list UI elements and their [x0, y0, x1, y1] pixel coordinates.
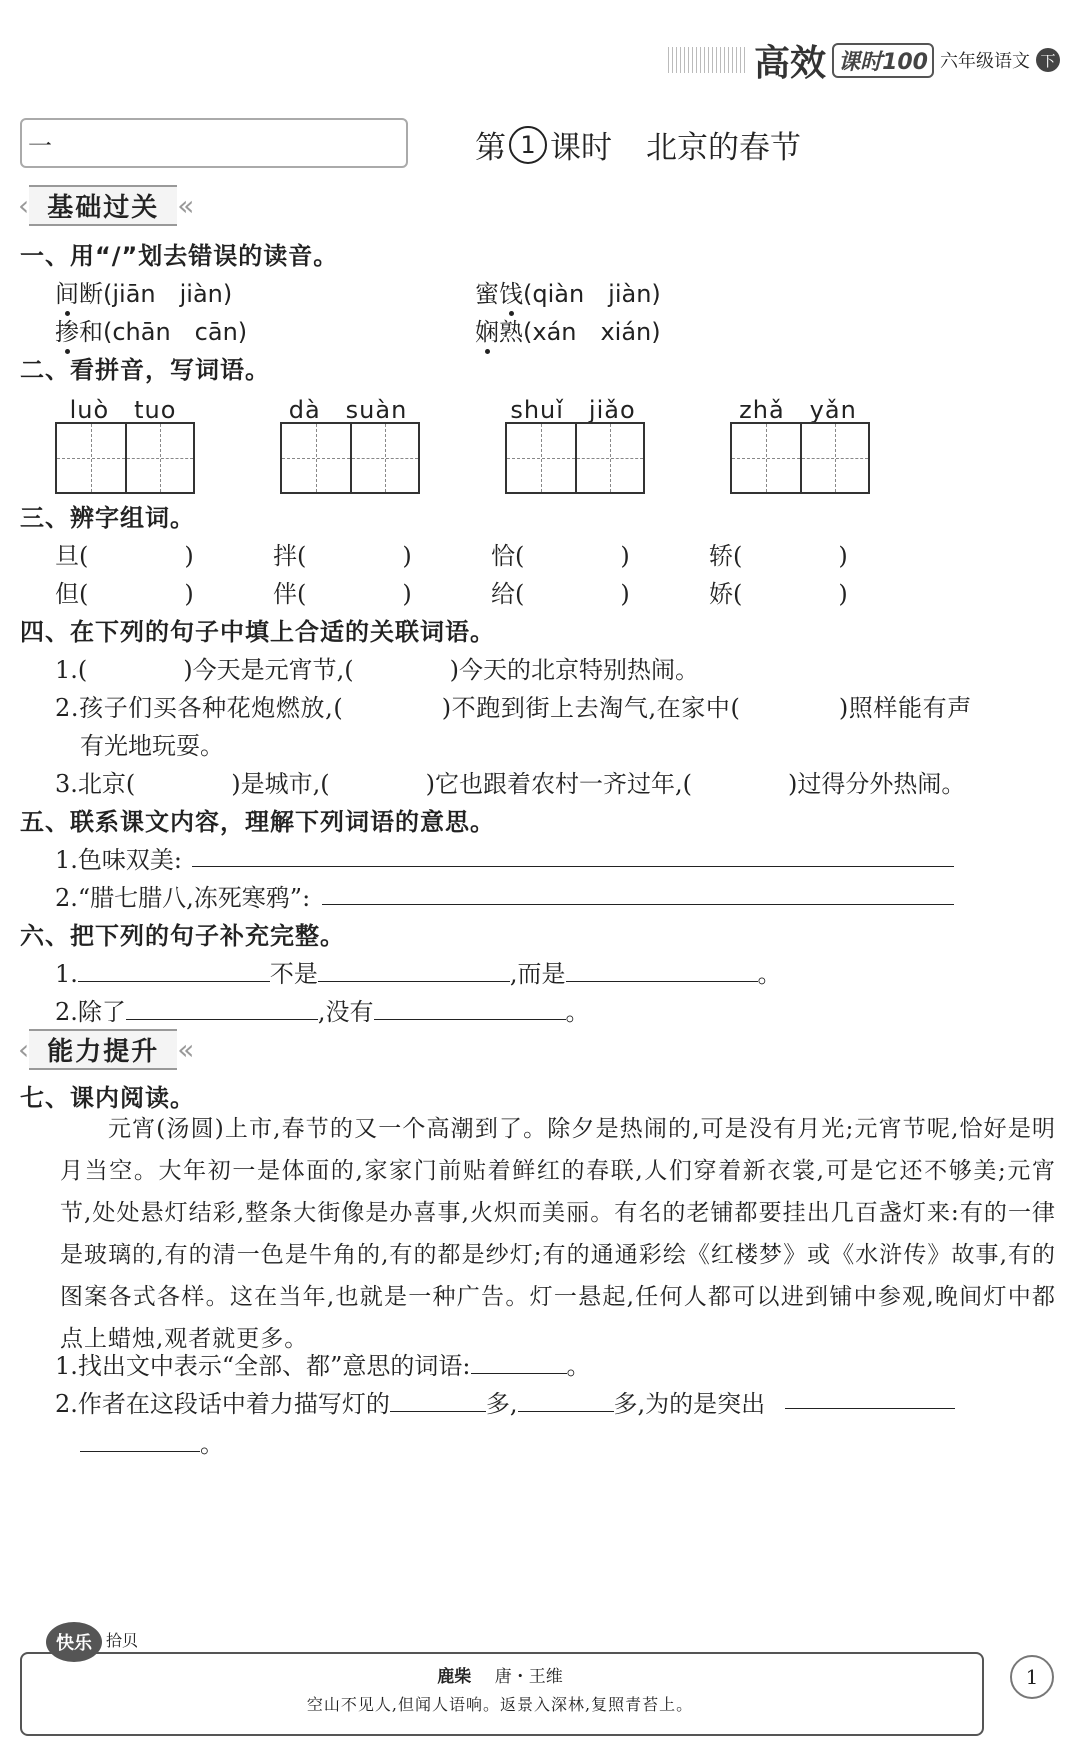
q6-title: 六、把下列的句子补充完整。: [20, 922, 345, 950]
pinyin-label: zhǎ yǎn: [739, 396, 857, 424]
blank[interactable]: [80, 1429, 200, 1452]
poem-text: 空山不见人,但闻人语响。返景入深林,复照青苔上。: [306, 1695, 694, 1714]
q4-line-3[interactable]: 3.北京( )是城市,( )它也跟着农村一齐过年,( )过得分外热闹。: [55, 770, 966, 798]
lesson-name: 北京的春节: [646, 130, 801, 166]
double-chevron-icon: «: [177, 1032, 195, 1066]
q5-line-1: 1.色味双美:: [55, 846, 182, 874]
q5-title: 五、联系课文内容，理解下列词语的意思。: [20, 808, 495, 836]
q1-item: 间断(jiān jiàn): [55, 280, 233, 308]
unit-label: 一: [28, 132, 52, 160]
volume-badge: 下: [1036, 48, 1060, 72]
q3-item[interactable]: 轿( ): [709, 542, 848, 570]
answer-line[interactable]: [785, 1408, 955, 1409]
writing-grid[interactable]: [55, 422, 195, 494]
q3-item[interactable]: 娇( ): [709, 580, 848, 608]
poem-author: 唐・王维: [494, 1667, 563, 1687]
q4-line-2[interactable]: 2.孩子们买各种花炮燃放,( )不跑到街上去淘气,在家中( )照样能有声: [55, 694, 972, 722]
blank[interactable]: [78, 959, 270, 982]
lesson-title: [475, 122, 801, 167]
q3-item[interactable]: 恰( ): [491, 542, 630, 570]
double-chevron-icon: «: [177, 188, 195, 222]
q3-title: 三、辨字组词。: [20, 504, 195, 532]
q5-line-2: 2.“腊七腊八,冻死寒鸦”:: [55, 884, 311, 912]
grade-label: 六年级语文: [940, 51, 1030, 72]
banner-basic-label: 基础过关: [29, 185, 177, 226]
banner-basic: [18, 186, 194, 224]
happy-badge: 快乐: [46, 1622, 102, 1662]
pinyin-label: shuǐ jiǎo: [510, 396, 636, 424]
lesson-prefix: 第: [475, 130, 506, 166]
writing-grid[interactable]: [730, 422, 870, 494]
hatch-decoration: [668, 47, 748, 73]
q1-item: 娴熟(xán xián): [475, 318, 661, 346]
q3-item[interactable]: 给( ): [491, 580, 630, 608]
blank[interactable]: [318, 959, 510, 982]
q4-line-2b: 有光地玩耍。: [80, 732, 224, 760]
writing-grid[interactable]: [505, 422, 645, 494]
answer-line[interactable]: [192, 866, 954, 867]
q1-item: 蜜饯(qiàn jiàn): [475, 280, 661, 308]
lesson-suffix: 课时: [550, 130, 612, 166]
blank[interactable]: [518, 1389, 614, 1412]
q7-sub-1: 1.找出文中表示“全部、都”意思的词语: 。: [55, 1352, 591, 1380]
q1-item: 掺和(chān cān): [55, 318, 248, 346]
pinyin-label: luò tuo: [69, 396, 177, 424]
answer-line[interactable]: [322, 904, 954, 905]
chevron-left-icon: ‹: [18, 1032, 30, 1066]
reading-passage: 元宵(汤圆)上市,春节的又一个高潮到了。除夕是热闹的,可是没有月光;元宵节呢,恰好是明月当空。大年初一是体面的,家家门前贴着鲜红的春联,人们穿着新衣裳,可是它还不够美;元宵节,处处悬灯结彩,整条大街像是办喜事,火炽而美丽。有名的老铺都要挂出几百盏灯来:有的一律是玻璃的,有的清一色是牛角的,有的都是纱灯;有的通通彩绘《红楼梦》或《水浒传》故事,有的图案各式各样。这在当年,也就是一种广告。灯一悬起,任何人都可以进到铺中参观,晚间灯中都点上蜡烛,观者就更多。: [60, 1116, 1056, 1352]
banner-ability-label: 能力提升: [29, 1029, 177, 1070]
q6-line-1: 1. 不是 ,而是 。: [55, 960, 782, 988]
q3-item[interactable]: 伴( ): [273, 580, 412, 608]
q4-line-1[interactable]: 1.( )今天是元宵节,( )今天的北京特别热闹。: [55, 656, 699, 684]
chevron-left-icon: ‹: [18, 188, 30, 222]
q7-sub-2b: 。: [80, 1424, 224, 1459]
q2-title: 二、看拼音，写词语。: [20, 356, 270, 384]
brand-logo-series: 课时100: [832, 43, 934, 78]
page-number: 1: [1010, 1655, 1054, 1699]
q3-item[interactable]: 旦( ): [55, 542, 194, 570]
unit-label-box: [20, 118, 408, 168]
q7-sub-2: 2.作者在这段话中着力描写灯的 多, 多,为的是突出: [55, 1390, 766, 1418]
poem-title: 鹿柴: [437, 1667, 472, 1687]
q1-title: 一、用“/”划去错误的读音。: [20, 242, 339, 270]
banner-ability: [18, 1030, 194, 1068]
pinyin-label: dà suàn: [288, 396, 408, 424]
q6-line-2: 2.除了 ,没有 。: [55, 998, 590, 1026]
blank[interactable]: [566, 959, 758, 982]
writing-grid[interactable]: [280, 422, 420, 494]
q3-item[interactable]: 但( ): [55, 580, 194, 608]
blank[interactable]: [374, 997, 566, 1020]
q4-title: 四、在下列的句子中填上合适的关联词语。: [20, 618, 495, 646]
blank[interactable]: [471, 1351, 567, 1374]
lesson-number: 1: [509, 126, 547, 164]
blank[interactable]: [126, 997, 318, 1020]
brand-header: [668, 40, 1060, 84]
q7-title: 七、课内阅读。: [20, 1084, 195, 1112]
badge-caption: 拾贝: [106, 1631, 139, 1650]
q3-item[interactable]: 拌( ): [273, 542, 412, 570]
poem-heading: [20, 1662, 980, 1687]
footer-poem-box: [20, 1631, 1005, 1736]
brand-logo: 高效: [754, 42, 827, 84]
blank[interactable]: [390, 1389, 486, 1412]
